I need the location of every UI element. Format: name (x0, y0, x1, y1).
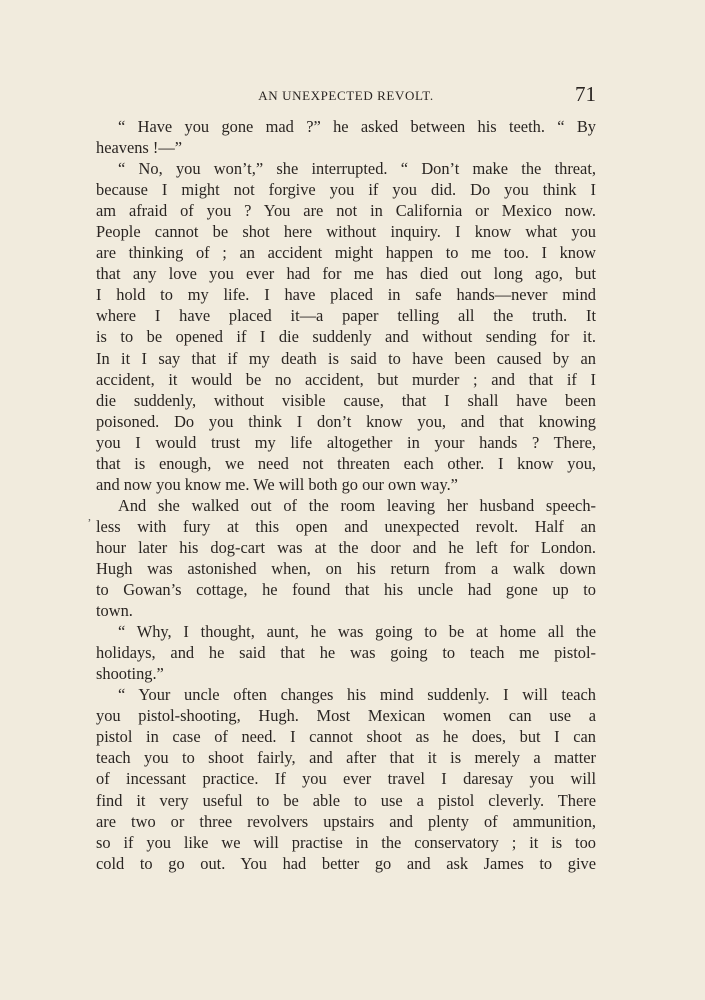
text-line: is to be opened if I die suddenly and without sending for it. (96, 327, 596, 347)
text-line: I hold to my life. I have placed in safe hands—never mind (96, 285, 596, 305)
text-line: holidays, and he said that he was going to teach me pistol- (96, 643, 596, 663)
text-line: are thinking of ; an accident might happen to me too. I know (96, 243, 596, 263)
text-line: poisoned. Do you think I don’t know you, and that knowing (96, 411, 596, 431)
page-header (96, 84, 596, 108)
text-line: and now you know me. We will both go our own way.” (96, 474, 458, 494)
text-line: where I have placed it—a paper telling all the truth. It (96, 306, 596, 326)
text-line: And she walked out of the room leaving her husband speech- (118, 495, 596, 515)
text-line: you I would trust my life altogether in your hands ? There, (96, 432, 596, 452)
text-line: die suddenly, without visible cause, that I shall have been (96, 390, 596, 410)
text-line: pistol in case of need. I cannot shoot as he does, but I can (96, 727, 596, 747)
text-line: hour later his dog-cart was at the door and he left for London. (96, 537, 596, 557)
text-line: find it very useful to be able to use a pistol cleverly. There (96, 790, 596, 810)
stray-mark: , (88, 509, 91, 523)
text-line: accident, it would be no accident, but murder ; and that if I (96, 369, 596, 389)
text-line: that is enough, we need not threaten each other. I know you, (96, 453, 596, 473)
page-number: 71 (575, 82, 596, 106)
body-text (96, 116, 596, 874)
text-line: “ Your uncle often changes his mind suddenly. I will teach (118, 685, 596, 705)
text-line: so if you like we will practise in the conservatory ; it is too (96, 832, 596, 852)
text-line: that any love you ever had for me has died out long ago, but (96, 264, 596, 284)
text-line: town. (96, 601, 133, 621)
text-line: cold to go out. You had better go and ask James to give (96, 853, 596, 873)
text-line: am afraid of you ? You are not in California or Mexico now. (96, 201, 596, 221)
text-line: “ Have you gone mad ?” he asked between his teeth. “ By (118, 117, 596, 136)
text-line: In it I say that if my death is said to have been caused by an (96, 348, 596, 368)
text-line: “ No, you won’t,” she interrupted. “ Don’t make the threat, (118, 159, 596, 179)
running-head: AN UNEXPECTED REVOLT. (258, 88, 434, 103)
text-line: Hugh was astonished when, on his return from a walk down (96, 558, 596, 578)
text-line: are two or three revolvers upstairs and plenty of ammunition, (96, 811, 596, 831)
text-line: heavens !—” (96, 138, 183, 158)
text-line: you pistol-shooting, Hugh. Most Mexican women can use a (96, 706, 596, 726)
text-line: People cannot be shot here without inquiry. I know what you (96, 222, 596, 242)
text-line: less with fury at this open and unexpected revolt. Half an (96, 516, 596, 536)
text-line: because I might not forgive you if you did. Do you think I (96, 180, 596, 200)
text-line: to Gowan’s cottage, he found that his uncle had gone up to (96, 580, 596, 600)
text-line: shooting.” (96, 664, 164, 684)
text-line: of incessant practice. If you ever travel I daresay you will (96, 769, 596, 789)
text-line: teach you to shoot fairly, and after that it is merely a matter (96, 748, 596, 768)
text-line: “ Why, I thought, aunt, he was going to be at home all the (118, 622, 596, 642)
